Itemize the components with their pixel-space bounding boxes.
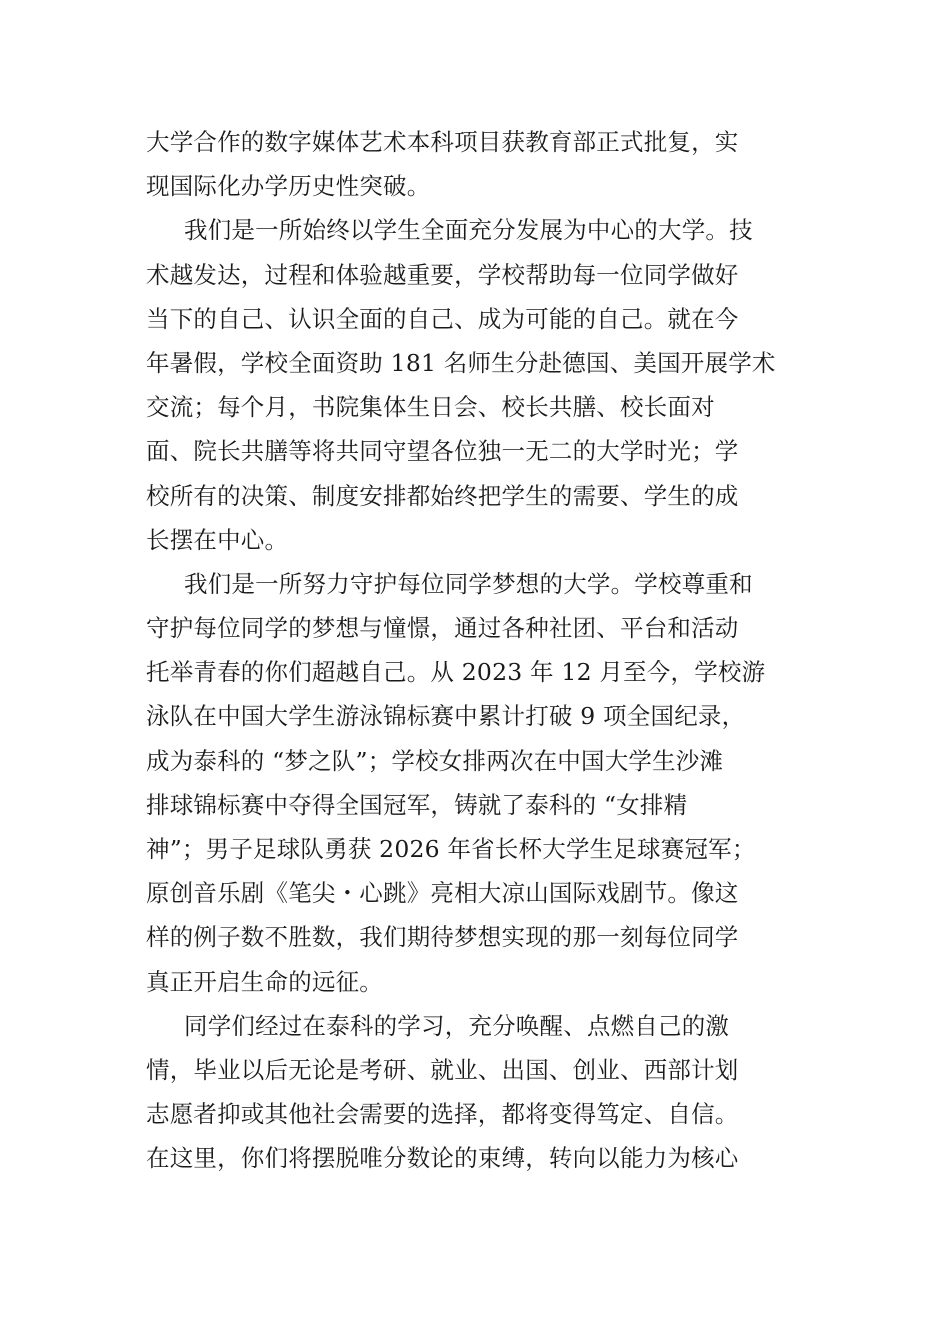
- text-line: 我们是一所始终以学生全面充分发展为中心的大学。技: [184, 216, 753, 245]
- text-line: 当下的自己、认识全面的自己、成为可能的自己。就在今: [146, 304, 739, 333]
- text-line: 年暑假，学校全面资助 181 名师生分赴德国、美国开展学术: [146, 348, 776, 377]
- text-line: 面、院长共膳等将共同守望各位独一无二的大学时光；学: [146, 437, 739, 466]
- text-line: 交流；每个月，书院集体生日会、校长共膳、校长面对: [146, 393, 715, 422]
- text-line: 样的例子数不胜数，我们期待梦想实现的那一刻每位同学: [146, 923, 739, 952]
- text-line: 成为泰科的 “梦之队”；学校女排两次在中国大学生沙滩: [146, 746, 724, 775]
- text-line: 术越发达，过程和体验越重要，学校帮助每一位同学做好: [146, 260, 739, 289]
- text-line: 校所有的决策、制度安排都始终把学生的需要、学生的成: [146, 481, 739, 510]
- text-line: 原创音乐剧《笔尖・心跳》亮相大凉山国际戏剧节。像这: [146, 879, 739, 908]
- text-line: 现国际化办学历史性突破。: [146, 172, 431, 201]
- text-line: 神”；男子足球队勇获 2026 年省长杯大学生足球赛冠军；: [146, 835, 756, 863]
- paragraph-student-dreams: [146, 562, 826, 1004]
- text-line: 同学们经过在泰科的学习，充分唤醒、点燃自己的激: [184, 1011, 730, 1040]
- text-line: 情，毕业以后无论是考研、就业、出国、创业、西部计划: [146, 1055, 739, 1084]
- paragraph-continuation: [146, 120, 826, 208]
- text-line: 大学合作的数字媒体艺术本科项目获教育部正式批复，实: [146, 128, 739, 156]
- text-line: 守护每位同学的梦想与憧憬，通过各种社团、平台和活动: [146, 614, 739, 643]
- text-line: 托举青春的你们超越自己。从 2023 年 12 月至今，学校游: [146, 658, 766, 687]
- text-line: 我们是一所努力守护每位同学梦想的大学。学校尊重和: [184, 569, 753, 598]
- text-line: 在这里，你们将摆脱唯分数论的束缚，转向以能力为核心: [146, 1144, 739, 1173]
- paragraph-student-development: [146, 208, 826, 562]
- paragraph-future: [146, 1004, 826, 1181]
- text-line: 真正开启生命的远征。: [146, 967, 383, 996]
- text-line: 志愿者抑或其他社会需要的选择，都将变得笃定、自信。: [146, 1100, 739, 1129]
- document-body: [146, 120, 826, 1181]
- text-line: 泳队在中国大学生游泳锦标赛中累计打破 9 项全国纪录，: [146, 702, 746, 731]
- text-line: 排球锦标赛中夺得全国冠军，铸就了泰科的 “女排精: [146, 790, 688, 819]
- text-line: 长摆在中心。: [146, 525, 289, 554]
